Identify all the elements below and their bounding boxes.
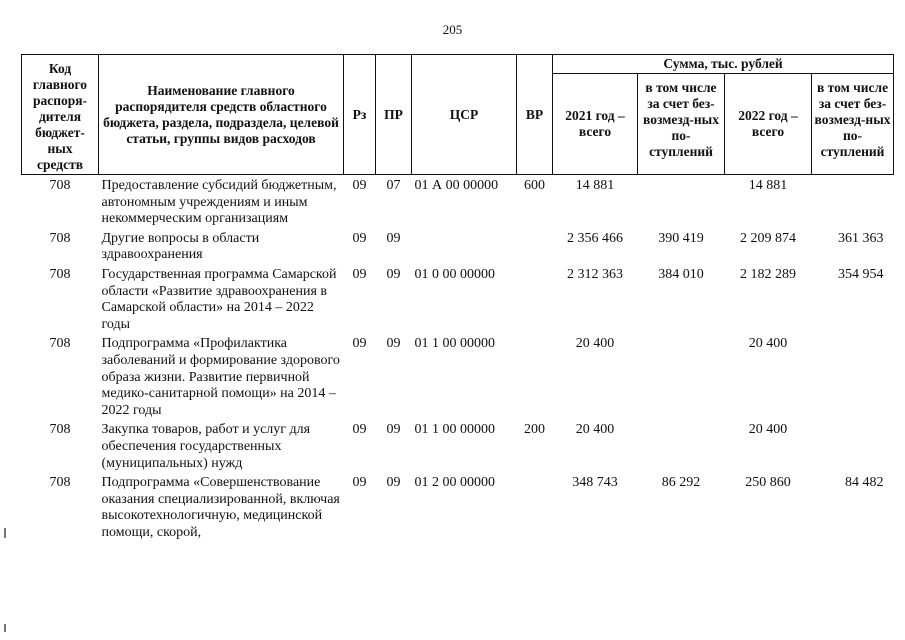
cell-csr: 01 1 00 00000 — [414, 336, 495, 352]
cell-2022-total: 14 881 — [748, 178, 788, 193]
cell-2021-total: 20 400 — [575, 336, 615, 352]
cell-name: Предоставление субсидий бюджетным, автономным учреждениям и иным некоммерческим организациям — [101, 178, 337, 227]
cell-pr: 09 — [386, 475, 401, 491]
cell-2022-free — [812, 175, 894, 231]
cell-code: 708 — [49, 336, 71, 352]
cell-pr: 07 — [386, 178, 401, 193]
cell-2021-free: 390 419 — [658, 230, 704, 246]
cell-csr: 01 2 00 00000 — [414, 475, 495, 491]
table-row — [22, 175, 894, 231]
header-code: Код главного распоря-дителя бюджет-ных средств — [22, 55, 99, 175]
header-vr: ВР — [517, 55, 553, 175]
cell-2021-total: 348 743 — [572, 475, 618, 491]
header-pr: ПР — [376, 55, 412, 175]
table-row — [22, 475, 894, 544]
cell-pr: 09 — [386, 266, 401, 282]
scan-artifact — [4, 528, 6, 538]
cell-rz: 09 — [352, 230, 367, 246]
budget-table — [21, 54, 894, 544]
cell-pr: 09 — [386, 230, 401, 246]
header-2022-total: 2022 год – всего — [725, 74, 812, 175]
header-csr: ЦСР — [412, 55, 517, 175]
cell-name: Закупка товаров, работ и услуг для обеспечения государственных (муниципальных) нужд — [101, 422, 311, 471]
cell-pr: 09 — [386, 336, 401, 352]
cell-vr: 200 — [524, 422, 545, 438]
cell-2022-free — [812, 422, 894, 475]
header-2022-free: в том числе за счет без-возмезд-ных по-ступлений — [812, 74, 894, 175]
cell-2021-total: 20 400 — [575, 422, 615, 438]
table-row — [22, 336, 894, 422]
cell-csr — [412, 231, 517, 267]
cell-csr: 01 1 00 00000 — [414, 422, 495, 438]
cell-2022-total: 2 209 874 — [740, 230, 796, 246]
cell-name: Подпрограмма «Совершенствование оказания специализированной, включая высокотехнологичную, медицинской помощи, скорой, — [101, 475, 340, 540]
cell-2021-free: 384 010 — [658, 266, 704, 282]
cell-rz: 09 — [352, 475, 367, 491]
cell-name: Подпрограмма «Профилактика заболеваний и формирование здорового образа жизни. Развитие первичной медико-санитарной помощи» на 2014 – 2022 годы — [101, 336, 340, 418]
cell-2022-total: 250 860 — [745, 475, 791, 491]
cell-code: 708 — [49, 178, 71, 193]
table-row — [22, 231, 894, 267]
cell-code: 708 — [49, 422, 71, 438]
header-2021-total: 2021 год – всего — [553, 74, 638, 175]
cell-2021-free: 86 292 — [661, 475, 701, 491]
header-2021-free: в том числе за счет без-возмезд-ных по-ступлений — [638, 74, 725, 175]
cell-2021-total: 2 312 363 — [567, 266, 623, 282]
cell-2021-total: 14 881 — [575, 178, 615, 193]
cell-vr — [517, 267, 553, 336]
cell-vr — [517, 336, 553, 422]
cell-2021-total: 2 356 466 — [567, 230, 623, 246]
cell-code: 708 — [49, 475, 71, 491]
cell-2022-total: 20 400 — [748, 336, 788, 352]
cell-pr: 09 — [386, 422, 401, 438]
header-rz: Рз — [344, 55, 376, 175]
table-body — [22, 175, 894, 545]
table-header — [22, 55, 894, 175]
cell-vr — [517, 475, 553, 544]
cell-csr: 01 0 00 00000 — [414, 266, 495, 282]
cell-code: 708 — [49, 266, 71, 282]
cell-rz: 09 — [352, 178, 367, 193]
cell-rz: 09 — [352, 422, 367, 438]
cell-name: Другие вопросы в области здравоохранения — [101, 230, 260, 263]
cell-2021-free — [638, 175, 725, 231]
table-row — [22, 267, 894, 336]
header-name: Наименование главного распорядителя средств областного бюджета, раздела, подраздела, целевой статьи, группы видов расходов — [99, 55, 344, 175]
page-number: 205 — [442, 22, 463, 37]
cell-csr: 01 А 00 00000 — [414, 178, 499, 193]
cell-rz: 09 — [352, 266, 367, 282]
cell-rz: 09 — [352, 336, 367, 352]
cell-2022-total: 2 182 289 — [740, 266, 796, 282]
cell-2022-free — [812, 336, 894, 422]
cell-2022-total: 20 400 — [748, 422, 788, 438]
scan-artifact — [4, 624, 6, 632]
cell-code: 708 — [49, 230, 71, 246]
cell-2022-free: 361 363 — [838, 230, 884, 246]
cell-2021-free — [638, 422, 725, 475]
cell-2022-free: 354 954 — [838, 266, 884, 282]
table-row — [22, 422, 894, 475]
cell-2021-free — [638, 336, 725, 422]
cell-vr — [517, 231, 553, 267]
cell-vr: 600 — [524, 178, 545, 193]
cell-2022-free: 84 482 — [845, 475, 884, 491]
cell-name: Государственная программа Самарской области «Развитие здравоохранения в Самарской области» на 2014 – 2022 годы — [101, 266, 337, 332]
header-sum: Сумма, тыс. рублей — [553, 55, 894, 74]
